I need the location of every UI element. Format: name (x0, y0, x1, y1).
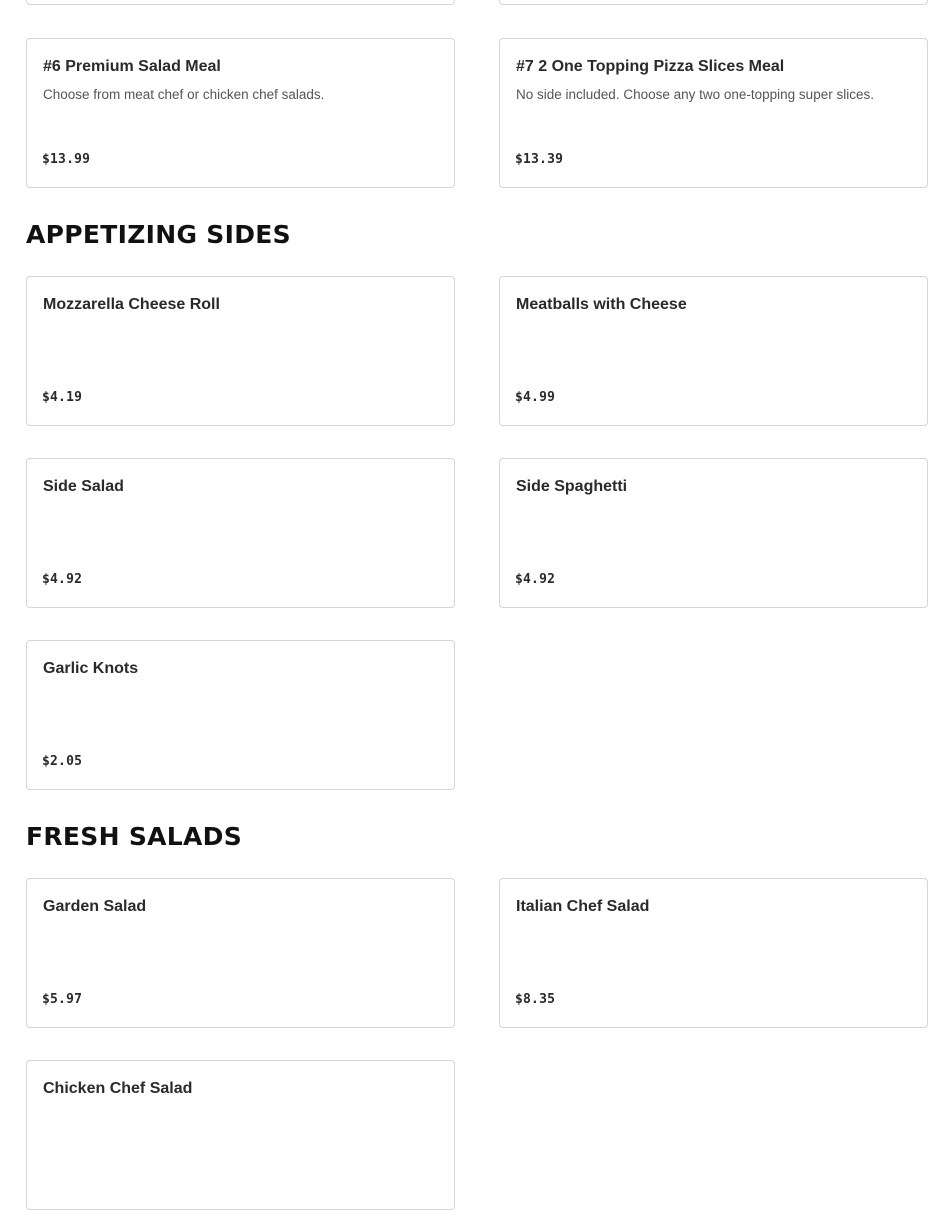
menu-item-card-garlic-knots[interactable] (26, 640, 455, 790)
menu-item-card-mozzarella-cheese-roll[interactable] (26, 276, 455, 426)
menu-item-card-garden-salad[interactable] (26, 878, 455, 1028)
menu-item-card-pizza-slices-meal[interactable] (499, 38, 928, 188)
menu-item-price: $5.97 (42, 992, 83, 1007)
section-heading-salads: FRESH SALADS (26, 822, 243, 851)
menu-item-card-cut-off-right[interactable] (499, 0, 928, 5)
menu-item-name: Side Spaghetti (516, 478, 628, 495)
menu-item-price: $8.35 (515, 992, 556, 1007)
menu-item-price: $4.99 (515, 390, 556, 405)
menu-item-name: #7 2 One Topping Pizza Slices Meal (516, 58, 785, 75)
menu-item-card-premium-salad-meal[interactable] (26, 38, 455, 188)
menu-item-card-side-salad[interactable] (26, 458, 455, 608)
menu-item-card-chicken-chef-salad[interactable] (26, 1060, 455, 1210)
menu-item-description: No side included. Choose any two one-topping super slices. (516, 87, 874, 102)
menu-item-name: Chicken Chef Salad (43, 1080, 193, 1097)
menu-item-price: $13.99 (42, 152, 91, 167)
menu-item-card-cut-off-left[interactable] (26, 0, 455, 5)
menu-item-name: Mozzarella Cheese Roll (43, 296, 220, 313)
menu-item-price: $4.92 (42, 572, 83, 587)
menu-item-name: Meatballs with Cheese (516, 296, 687, 313)
menu-item-name: #6 Premium Salad Meal (43, 58, 221, 75)
menu-item-name: Garden Salad (43, 898, 147, 915)
menu-item-name: Italian Chef Salad (516, 898, 650, 915)
menu-item-name: Garlic Knots (43, 660, 139, 677)
menu-item-card-side-spaghetti[interactable] (499, 458, 928, 608)
menu-item-card-meatballs-with-cheese[interactable] (499, 276, 928, 426)
section-heading-sides: APPETIZING SIDES (26, 220, 291, 249)
menu-item-price: $13.39 (515, 152, 564, 167)
menu-item-price: $4.92 (515, 572, 556, 587)
menu-item-name: Side Salad (43, 478, 124, 495)
menu-item-price: $2.05 (42, 754, 83, 769)
menu-item-description: Choose from meat chef or chicken chef salads. (43, 87, 325, 102)
menu-item-card-italian-chef-salad[interactable] (499, 878, 928, 1028)
menu-item-price: $4.19 (42, 390, 83, 405)
